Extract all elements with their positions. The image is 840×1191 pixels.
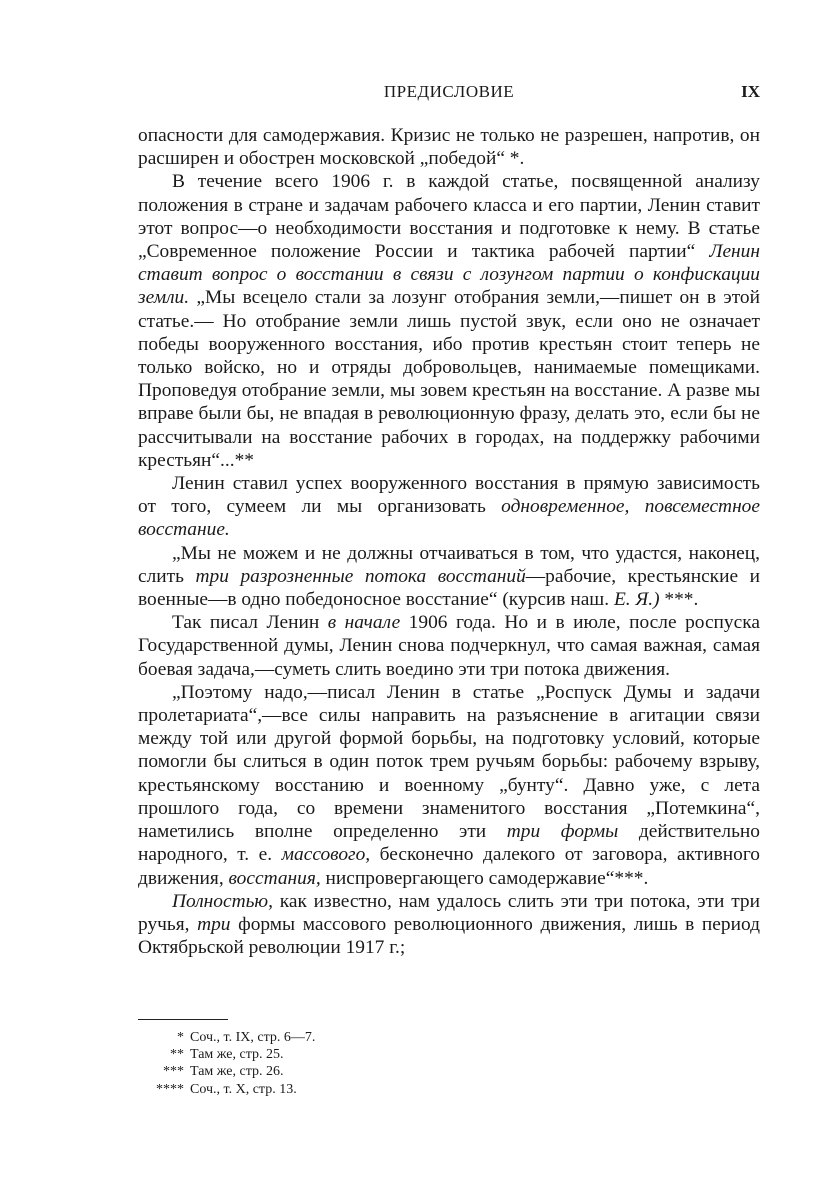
text-run: Так писал Ленин <box>172 612 328 634</box>
text-run: „Мы всецело стали за лозунг отобрания земли,—пишет он в этой статье.— Но отобрание земли лишь пустой звук, если оно не означает победы вооруженного восстания, ибо против крестьян стоит теперь не только войско, но и отряды добровольцев, нанимаемые помещиками. Проповедуя отобрание земли, мы зовем крестьян на восстание. А разве мы вправе были бы, не впадая в революционную фразу, делать это, если бы не рассчитывали на восстание рабочих в городах, на поддержку рабочими крестьян“...** <box>138 287 760 471</box>
paragraph <box>138 472 760 542</box>
footnote <box>140 1081 540 1098</box>
italic-emphasis: восстания, <box>228 867 321 889</box>
italic-emphasis: в начале <box>327 612 401 634</box>
paragraph <box>138 611 760 681</box>
text-run: действительно народного, т. е. <box>138 821 760 866</box>
paragraph <box>138 124 760 170</box>
footnote <box>140 1046 540 1063</box>
italic-emphasis: три <box>197 913 231 935</box>
footnote-text: Там же, стр. 25. <box>190 1047 284 1063</box>
italic-emphasis: Ленин ставит вопрос о восстании в связи с лозунгом партии о конфискации земли. <box>138 241 760 309</box>
body-text <box>138 124 760 959</box>
text-run: как известно, нам удалось слить эти три потока, эти три ручья, <box>138 890 760 935</box>
italic-emphasis: одновременное, повсеместное восстание. <box>138 496 760 541</box>
footnote <box>140 1029 540 1046</box>
paragraph <box>138 170 760 472</box>
text-run: формы массового революционного движения, лишь в период Октябрьской революции 1917 г.; <box>138 913 760 959</box>
running-title: ПРЕДИСЛОВИЕ <box>383 82 515 101</box>
italic-emphasis: массового, <box>281 844 371 866</box>
text-run: 1906 года. Но и в июле, после роспуска Государственной думы, Ленин снова подчеркнул, что самая важная, самая боевая задача,—суметь слить воедино эти три потока движения. <box>138 612 760 680</box>
text-run: —рабочие, крестьянские и военные—в одно победоносное восстание“ (курсив наш. <box>138 565 761 611</box>
text-run: опасности для самодержавия. Кризис не только не разрешен, напротив, он расширен и обострен московской „победой“ *. <box>138 125 760 170</box>
footnote <box>140 1063 540 1080</box>
italic-emphasis: Полностью, <box>172 890 273 912</box>
text-run: „Поэтому надо,—писал Ленин в статье „Роспуск Думы и задачи пролетариата“,—все силы направить на разъяснение в агитации связи между той или другой формой борьбы, на подготовку условий, которые помогли бы слиться в один поток трем ручьям борьбы: рабочему взрыву, крестьянскому восстанию и военному „бунту“. Давно уже, с лета прошлого года, со времени знаменитого восстания „Потемкина“, наметились вполне определенно эти <box>138 681 760 843</box>
paragraph <box>138 681 760 890</box>
text-run: ниспровергающего самодержавие“***. <box>320 867 649 889</box>
footnotes <box>140 1029 540 1098</box>
footnote-text: Соч., т. IX, стр. 6—7. <box>190 1030 316 1045</box>
italic-emphasis: Е. Я.) <box>613 589 660 611</box>
text-run: В течение всего 1906 г. в каждой статье, посвященной анализу положения в стране и задачам рабочего класса и его партии, Ленин ставит этот вопрос—о необходимости восстания и подготовке к нему. В статье „Современное положение России и тактика рабочей партии“ <box>138 171 760 263</box>
text-run: бесконечно далекого от заговора, активного движения, <box>138 844 760 889</box>
page-number: IX <box>741 82 760 101</box>
italic-emphasis: три разрозненные потока восстаний <box>195 565 526 587</box>
text-run: Ленин ставил успех вооруженного восстания в прямую зависимость от того, сумеем ли мы организовать <box>138 473 760 518</box>
footnote-mark: * <box>177 1030 184 1045</box>
text-run: „Мы не можем и не должны отчаиваться в том, что удастся, наконец, слить <box>138 542 760 587</box>
footnote-mark: ** <box>170 1047 184 1063</box>
footnote-mark: *** <box>163 1064 184 1080</box>
paragraph <box>138 542 760 612</box>
italic-emphasis: три формы <box>506 821 619 843</box>
text-run: ***. <box>659 589 699 611</box>
paragraph <box>138 890 760 960</box>
footnote-text: Соч., т. X, стр. 13. <box>190 1081 297 1097</box>
footnote-separator <box>138 1019 228 1020</box>
footnote-mark: **** <box>156 1081 184 1097</box>
footnote-text: Там же, стр. 26. <box>190 1064 284 1080</box>
page-header <box>138 82 760 112</box>
